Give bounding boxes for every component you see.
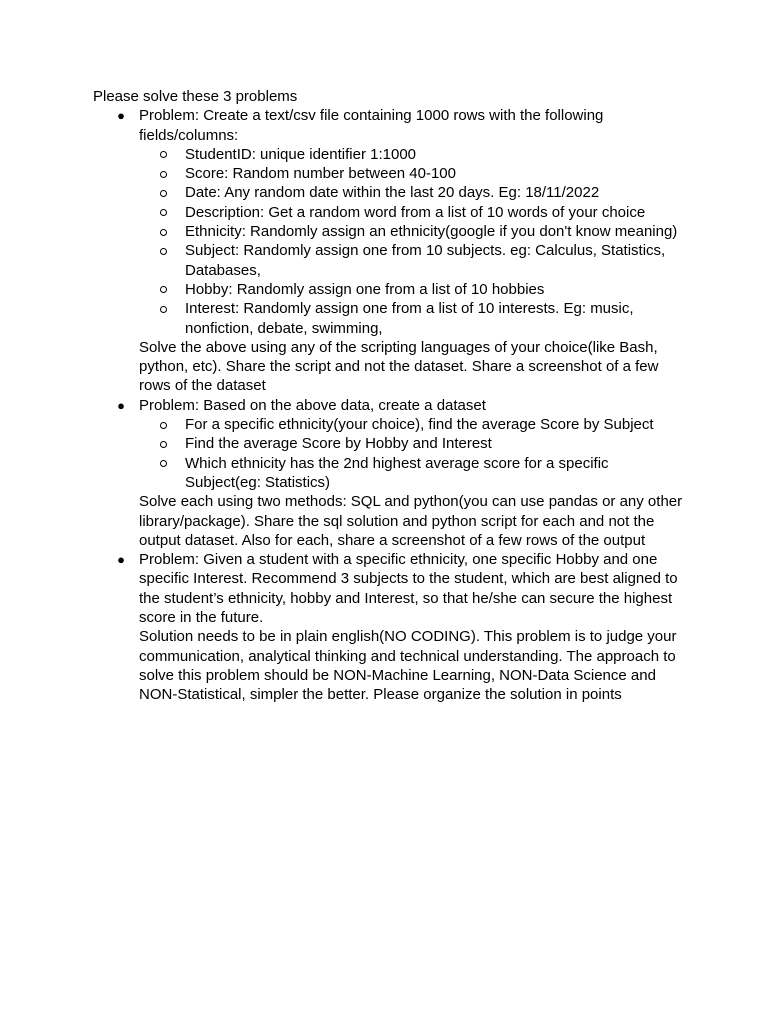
filled-bullet-icon: ● (117, 552, 125, 568)
task-item: Which ethnicity has the 2nd highest average score for a specific Subject(eg: Statistics) (139, 454, 683, 493)
field-item: Ethnicity: Randomly assign an ethnicity(google if you don't know meaning) (139, 222, 683, 241)
hollow-bullet-icon (160, 306, 167, 313)
hollow-bullet-icon (160, 422, 167, 429)
task-item: For a specific ethnicity(your choice), find the average Score by Subject (139, 415, 683, 434)
problem-item (93, 106, 683, 395)
intro-text: Please solve these 3 problems (93, 88, 298, 105)
problem-note: Solve each using two methods: SQL and python(you can use pandas or any other library/package). Share the sql solution and python script for each and not the output dataset. Also for each, share a screenshot of a few rows of the output (139, 493, 683, 549)
problem-item (93, 550, 683, 704)
problem-text: Problem: Based on the above data, create a dataset (139, 396, 486, 414)
task-list (139, 415, 683, 492)
problem-text: Problem: Given a student with a specific ethnicity, one specific Hobby and one specific Interest. Recommend 3 subjects to the student, which are best aligned to the student’s ethnicity, hobby and Interest, so that he/she can secure the highest score in the future. (139, 551, 678, 627)
field-list (139, 145, 683, 338)
hollow-bullet-icon (160, 190, 167, 197)
hollow-bullet-icon (160, 151, 167, 158)
problem-note: Solve the above using any of the scripting languages of your choice(like Bash, python, etc). Share the script and not the dataset. Share a screenshot of a few rows of the dataset (139, 338, 659, 395)
hollow-bullet-icon (160, 286, 167, 293)
hollow-bullet-icon (160, 171, 167, 178)
document-body (93, 87, 683, 705)
problem-text: Problem: Create a text/csv file containing 1000 rows with the following fields/columns: (139, 107, 604, 144)
problem-note: Solution needs to be in plain english(NO CODING). This problem is to judge your communication, analytical thinking and technical understanding. The approach to solve this problem should be NON-Machine Learning, NON-Data Science and NON-Statistical, simpler the better. Please organize the solution in points (139, 628, 677, 704)
hollow-bullet-icon (160, 248, 167, 255)
field-item: Date: Any random date within the last 20 days. Eg: 18/11/2022 (139, 183, 683, 202)
problem-item (93, 396, 683, 550)
hollow-bullet-icon (160, 209, 167, 216)
hollow-bullet-icon (160, 441, 167, 448)
filled-bullet-icon: ● (117, 397, 125, 413)
filled-bullet-icon: ● (117, 108, 125, 124)
field-item: Subject: Randomly assign one from 10 subjects. eg: Calculus, Statistics, Databases, (139, 241, 683, 280)
hollow-bullet-icon (160, 229, 167, 236)
field-item: Description: Get a random word from a list of 10 words of your choice (139, 203, 683, 222)
field-item: Score: Random number between 40-100 (139, 164, 683, 183)
task-item: Find the average Score by Hobby and Interest (139, 434, 683, 453)
field-item: StudentID: unique identifier 1:1000 (139, 145, 683, 164)
problem-list (93, 106, 683, 704)
field-item: Hobby: Randomly assign one from a list of 10 hobbies (139, 280, 683, 299)
hollow-bullet-icon (160, 460, 167, 467)
field-item: Interest: Randomly assign one from a list of 10 interests. Eg: music, nonfiction, debate, swimming, (139, 299, 683, 338)
